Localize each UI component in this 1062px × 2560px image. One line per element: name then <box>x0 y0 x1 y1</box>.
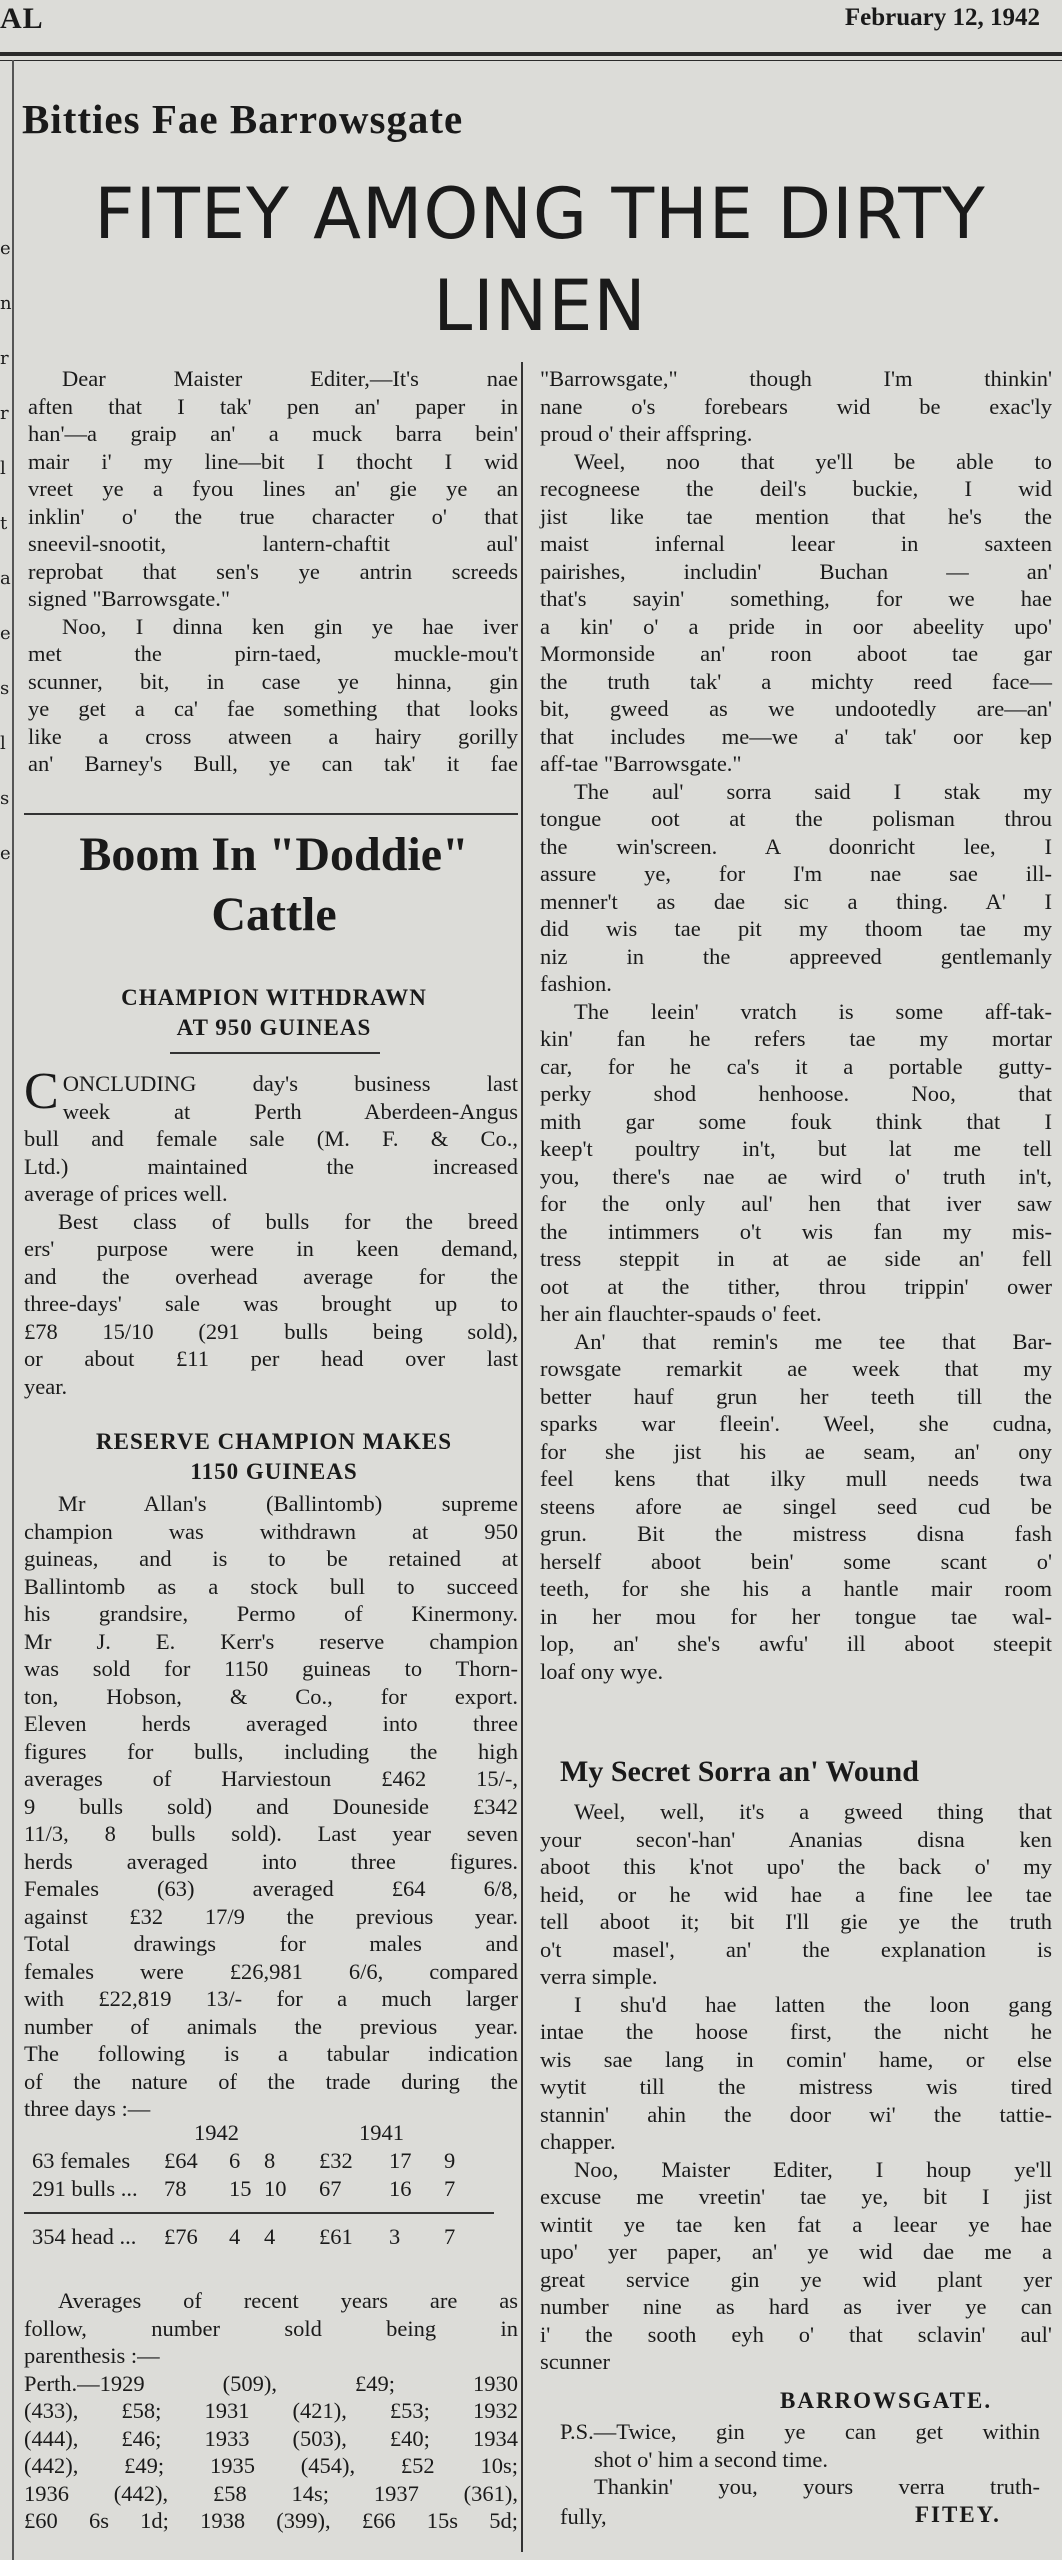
subheading-1-line-1: CHAMPION WITHDRAWN <box>121 985 427 1010</box>
text-line: chapper. <box>540 2129 616 2154</box>
text-line: met the pirn-taed, muckle-mou't <box>28 641 518 666</box>
text-line: Ltd.) maintained the increased <box>24 1153 518 1179</box>
text-line: three-days' sale was brought up to <box>24 1291 518 1316</box>
text-line: perky shod henhoose. Noo, that <box>540 1081 1052 1106</box>
text-line: wis sae lang in comin' hame, or else <box>540 2046 1052 2072</box>
edge-fragment: l <box>0 458 6 479</box>
text-line: 11/3, 8 bulls sold). Last year seven <box>24 1821 518 1846</box>
table-total-rule <box>24 2212 494 2214</box>
text-line: reprobat that sen's ye antrin screeds <box>28 558 518 584</box>
postscript <box>560 2418 1040 2501</box>
table-cell: £64 <box>164 2148 198 2173</box>
text-line: maist infernal leear in saxteen <box>540 531 1052 556</box>
text-line: bull and female sale (M. F. & Co., <box>24 1126 518 1151</box>
text-line: recogneese the deil's buckie, I wid <box>540 476 1052 501</box>
text-line: sparks war fleein'. Weel, she cudna, <box>540 1411 1052 1436</box>
text-line: ers' purpose were in keen demand, <box>24 1236 518 1261</box>
table-cell: 17 <box>389 2148 412 2173</box>
text-line: her ain flauchter-spauds o' feet. <box>540 1301 822 1326</box>
box-headline <box>24 825 524 945</box>
text-line: females were £26,981 6/6, compared <box>24 1958 518 1984</box>
table-cell: 3 <box>389 2224 401 2249</box>
edge-fragment: a <box>0 568 11 589</box>
table-cell: £76 <box>164 2224 198 2249</box>
signature-fitey: FITEY. <box>915 2502 1001 2527</box>
text-line: against £32 17/9 the previous year. <box>24 1903 518 1929</box>
text-line: Noo, Maister Editer, I houp ye'll <box>574 2156 1052 2182</box>
text-line: I shu'd hae latten the loon gang <box>574 1991 1052 2017</box>
text-line: teeth, for she his a hantle mair room <box>540 1576 1052 1601</box>
text-line: Ballintomb as a stock bull to succeed <box>24 1573 518 1599</box>
edge-fragment: e <box>0 238 11 259</box>
text-line: han'—a graip an' a muck barra bein' <box>28 421 518 446</box>
text-line: your secon'-han' Ananias disna ken <box>540 1826 1052 1852</box>
text-line: guineas, and is to be retained at <box>24 1546 518 1571</box>
text-line: loaf ony wye. <box>540 1658 664 1684</box>
text-line: Mormonside an' roon aboot tae gar <box>540 641 1052 666</box>
text-line: Noo, I dinna ken gin ye hae iver <box>62 613 518 639</box>
table-header <box>24 2120 518 2148</box>
signature-barrowsgate: BARROWSGATE. <box>780 2388 993 2413</box>
text-line: The aul' sorra said I stak my <box>574 778 1052 804</box>
text-line: figures for bulls, including the high <box>24 1738 518 1764</box>
table-cell: 10 <box>264 2176 287 2201</box>
text-line: scunner <box>540 2349 610 2374</box>
closing-text: fully, <box>560 2504 607 2529</box>
masthead-fragment: AL <box>0 2 44 35</box>
table-cell: 354 head ... <box>32 2224 137 2249</box>
closing-word <box>560 2503 680 2531</box>
letter-right-column <box>540 365 1052 1685</box>
text-line: number of animals the previous year. <box>24 2013 518 2039</box>
table-cell: 15 <box>229 2176 252 2201</box>
text-line: i' the sooth eyh o' that sclavin' aul' <box>540 2321 1052 2347</box>
text-line: Mr J. E. Kerr's reserve champion <box>24 1628 518 1654</box>
box-headline-line-2: Cattle <box>211 888 337 941</box>
box-subheading-2 <box>24 1427 524 1487</box>
edge-fragment: t <box>0 513 8 534</box>
price-table <box>24 2120 518 2252</box>
article-headline <box>20 168 1060 352</box>
headline-line-1: FITEY AMONG THE DIRTY <box>94 173 986 255</box>
table-cell: 4 <box>229 2224 241 2249</box>
text-line: 9 bulls sold) and Douneside £342 <box>24 1793 518 1819</box>
text-line: signed "Barrowsgate." <box>28 586 231 611</box>
text-line: that includes me—we a' tak' oor kep <box>540 723 1052 749</box>
header-rule <box>0 52 1062 56</box>
text-line: champion was withdrawn at 950 <box>24 1518 518 1544</box>
text-line: kin' fan he refers tae my mortar <box>540 1026 1052 1051</box>
text-line: that's sayin' something, for we hae <box>540 586 1052 611</box>
text-line: or about £11 per head over last <box>24 1346 518 1371</box>
text-line: for she jist his ae seam, an' ony <box>540 1438 1052 1464</box>
adjacent-column-edge <box>0 60 14 2560</box>
sale-report-para-2 <box>24 1490 518 2123</box>
sale-report-para-3 <box>24 2287 518 2535</box>
text-line: (433), £58; 1931 (421), £53; 1932 <box>24 2398 518 2423</box>
text-line: parenthesis :— <box>24 2343 160 2368</box>
text-line: herself aboot bein' some scant o' <box>540 1548 1052 1574</box>
text-line: 1936 (442), £58 14s; 1937 (361), <box>24 2480 518 2506</box>
table-cell: 7 <box>444 2176 456 2201</box>
text-line: Dear Maister Editer,—It's nae <box>62 366 518 391</box>
text-line: mith gar some fouk think that I <box>540 1108 1052 1134</box>
text-line: menner't as dae sic a thing. A' I <box>540 888 1052 914</box>
text-line: tress steppit in at ae side an' fell <box>540 1246 1052 1271</box>
text-line: (444), £46; 1933 (503), £40; 1934 <box>24 2425 518 2451</box>
text-line: an' Barney's Bull, ye can tak' it fae <box>28 751 518 776</box>
text-line: steens afore ae singel seed cud be <box>540 1493 1052 1519</box>
table-cell: 6 <box>229 2148 241 2173</box>
text-line: shot o' him a second time. <box>594 2446 829 2472</box>
table-cell: 9 <box>444 2148 456 2173</box>
text-line: ton, Hobson, & Co., for export. <box>24 1683 518 1709</box>
edge-fragment: s <box>0 788 10 809</box>
table-total-row <box>24 2224 518 2252</box>
text-line: Perth.—1929 (509), £49; 1930 <box>24 2370 518 2396</box>
sale-report-para-1 <box>24 1063 518 1400</box>
text-line: assure ye, for I'm nae sae ill- <box>540 861 1052 886</box>
table-cell: 4 <box>264 2224 276 2249</box>
text-line: £78 15/10 (291 bulls being sold), <box>24 1318 518 1344</box>
headline-line-2: LINEN <box>433 265 647 347</box>
table-cell: 78 <box>164 2176 187 2201</box>
text-line: car, for he ca's it a portable gutty- <box>540 1053 1052 1079</box>
text-line: averages of Harviestoun £462 15/-, <box>24 1766 518 1791</box>
text-line: year. <box>24 1373 68 1399</box>
table-cell: £61 <box>319 2224 353 2249</box>
box-subheading-1 <box>24 983 524 1043</box>
text-line: "Barrowsgate," though I'm thinkin' <box>540 366 1052 391</box>
table-row <box>24 2148 518 2176</box>
issue-date: February 12, 1942 <box>844 4 1040 31</box>
text-line: did wis tae pit my thoom tae my <box>540 916 1052 941</box>
text-line: aften that I tak' pen an' paper in <box>28 393 518 419</box>
text-line: Averages of recent years are as <box>58 2288 518 2313</box>
text-line: tell aboot it; bit I'll gie ye the truth <box>540 1909 1052 1934</box>
text-line: ONCLUDING day's business last <box>62 1071 518 1096</box>
text-line: with £22,819 13/- for a much larger <box>24 1986 518 2011</box>
text-line: Eleven herds averaged into three <box>24 1711 518 1736</box>
text-line: Best class of bulls for the breed <box>58 1208 518 1234</box>
text-line: wintit ye tae ken fat a leear ye hae <box>540 2211 1052 2237</box>
edge-fragment: s <box>0 678 10 699</box>
text-line: was sold for 1150 guineas to Thorn- <box>24 1656 518 1681</box>
text-line: number nine as hard as iver ye can <box>540 2294 1052 2319</box>
header-1941: 1941 <box>359 2120 404 2145</box>
text-line: in her mou for her tongue tae wal- <box>540 1603 1052 1629</box>
drop-cap: C <box>24 1063 59 1120</box>
text-line: tongue oot at the polisman throu <box>540 806 1052 831</box>
text-line: scunner, bit, in case ye hinna, gin <box>28 668 518 694</box>
edge-fragment: e <box>0 843 11 864</box>
letter-right-column-continued <box>540 1798 1052 2376</box>
article-kicker: Bitties Fae Barrowsgate <box>22 96 464 142</box>
text-line: heid, or he wid hae a fine lee tae <box>540 1881 1052 1907</box>
text-line: you, there's nae ae wird o' truth in't, <box>540 1163 1052 1189</box>
text-line: ye get a ca' fae something that looks <box>28 696 518 721</box>
text-line: a kin' o' a pride in oor abeelity upo' <box>540 613 1052 639</box>
text-line: the win'screen. A doonricht lee, I <box>540 833 1052 859</box>
text-line: the intimmers o't wis fan my mis- <box>540 1218 1052 1244</box>
text-line: oot at the tither, throu trippin' ower <box>540 1273 1052 1299</box>
text-line: average of prices well. <box>24 1181 228 1206</box>
text-line: grun. Bit the mistress disna fash <box>540 1521 1052 1546</box>
text-line: Mr Allan's (Ballintomb) supreme <box>58 1491 518 1516</box>
text-line: his grandsire, Permo of Kinermony. <box>24 1601 518 1626</box>
text-line: fashion. <box>540 971 612 996</box>
text-line: (442), £49; 1935 (454), £52 10s; <box>24 2453 518 2478</box>
text-line: £60 6s 1d; 1938 (399), £66 15s 5d; <box>24 2508 518 2533</box>
box-headline-line-1: Boom In "Doddie" <box>79 828 469 881</box>
text-line: the truth tak' a michty reed face— <box>540 668 1052 694</box>
subheading-1-line-2: AT 950 GUINEAS <box>176 1015 372 1040</box>
text-line: better hauf grun her teeth till the <box>540 1383 1052 1409</box>
text-line: bit, gweed as we undootedly are—an' <box>540 696 1052 721</box>
text-line: aboot this k'not upo' the back o' my <box>540 1854 1052 1879</box>
text-line: follow, number sold being in <box>24 2315 518 2341</box>
text-line: rowsgate remarkit ae week that my <box>540 1356 1052 1381</box>
page-header <box>0 0 1062 60</box>
text-line: three days :— <box>24 2096 151 2121</box>
text-line: vreet ye a fyou lines an' gie ye an <box>28 476 518 501</box>
table-cell: 67 <box>319 2176 342 2201</box>
text-line: upo' yer paper, an' ye wid dae me a <box>540 2239 1052 2264</box>
text-line: herds averaged into three figures. <box>24 1848 518 1874</box>
text-line: for the only aul' hen that iver saw <box>540 1191 1052 1216</box>
table-cell: 291 bulls ... <box>32 2176 138 2201</box>
text-line: keep't poultry in't, but lat me tell <box>540 1136 1052 1161</box>
text-line: like a cross atween a hairy gorilly <box>28 723 518 749</box>
text-line: aff-tae "Barrowsgate." <box>540 751 742 776</box>
text-line: intae the hoose first, the nicht he <box>540 2019 1052 2044</box>
table-row <box>24 2176 518 2204</box>
header-1942: 1942 <box>194 2120 239 2145</box>
text-line: great service gin ye wid plant yer <box>540 2266 1052 2292</box>
text-line: stannin' ahin the door wi' the tattie- <box>540 2101 1052 2127</box>
edge-fragment: r <box>0 348 9 369</box>
table-cell: £32 <box>319 2148 353 2173</box>
text-line: proud o' their affspring. <box>540 421 753 446</box>
text-line: The leein' vratch is some aff-tak- <box>574 998 1052 1024</box>
edge-fragment: r <box>0 403 9 424</box>
subheading-2-line-2: 1150 GUINEAS <box>190 1459 358 1484</box>
text-line: The following is a tabular indication <box>24 2041 518 2066</box>
text-line: feel kens that ilky mull needs twa <box>540 1466 1052 1491</box>
text-line: lop, an' she's awfu' ill aboot steepit <box>540 1631 1052 1656</box>
text-line: of the nature of the trade during the <box>24 2068 518 2094</box>
text-line: wytit till the mistress wis tired <box>540 2074 1052 2099</box>
header-rule-thin <box>0 60 1062 61</box>
text-line: Thankin' you, yours verra truth- <box>594 2474 1040 2499</box>
box-short-rule <box>170 1052 380 1054</box>
subheading-2-line-1: RESERVE CHAMPION MAKES <box>96 1429 452 1454</box>
text-line: inklin' o' the true character o' that <box>28 503 518 529</box>
text-line: excuse me vreetin' tae ye, bit I jist <box>540 2184 1052 2209</box>
table-cell: 16 <box>389 2176 412 2201</box>
table-cell: 7 <box>444 2224 456 2249</box>
text-line: Weel, well, it's a gweed thing that <box>574 1799 1052 1824</box>
text-line: week at Perth Aberdeen-Angus <box>62 1098 518 1124</box>
text-line: Females (63) averaged £64 6/8, <box>24 1876 518 1901</box>
text-line: and the overhead average for the <box>24 1263 518 1289</box>
text-line: An' that remin's me tee that Bar- <box>574 1328 1052 1354</box>
text-line: mair i' my line—bit I thocht I wid <box>28 448 518 474</box>
text-line: o't masel', an' the explanation is <box>540 1936 1052 1962</box>
table-cell: 8 <box>264 2148 276 2173</box>
text-line: verra simple. <box>540 1964 658 1989</box>
table-cell: 63 females <box>32 2148 131 2173</box>
edge-fragment: n <box>0 293 12 314</box>
section-heading: My Secret Sorra an' Wound <box>560 1755 919 1788</box>
text-line: sneevil-snootit, lantern-chaftit aul' <box>28 531 518 556</box>
text-line: nane o's forebears wid be exac'ly <box>540 393 1052 419</box>
text-line: P.S.—Twice, gin ye can get within <box>560 2419 1040 2444</box>
text-line: pairishes, includin' Buchan — an' <box>540 558 1052 584</box>
box-top-rule <box>24 813 518 815</box>
text-line: Weel, noo that ye'll be able to <box>574 448 1052 474</box>
text-line: niz in the appreeved gentlemanly <box>540 943 1052 969</box>
edge-fragment: e <box>0 623 11 644</box>
edge-fragment: l <box>0 733 6 754</box>
text-line: jist like tae mention that he's the <box>540 503 1052 529</box>
letter-intro-column <box>28 365 518 778</box>
text-line: Total drawings for males and <box>24 1931 518 1956</box>
